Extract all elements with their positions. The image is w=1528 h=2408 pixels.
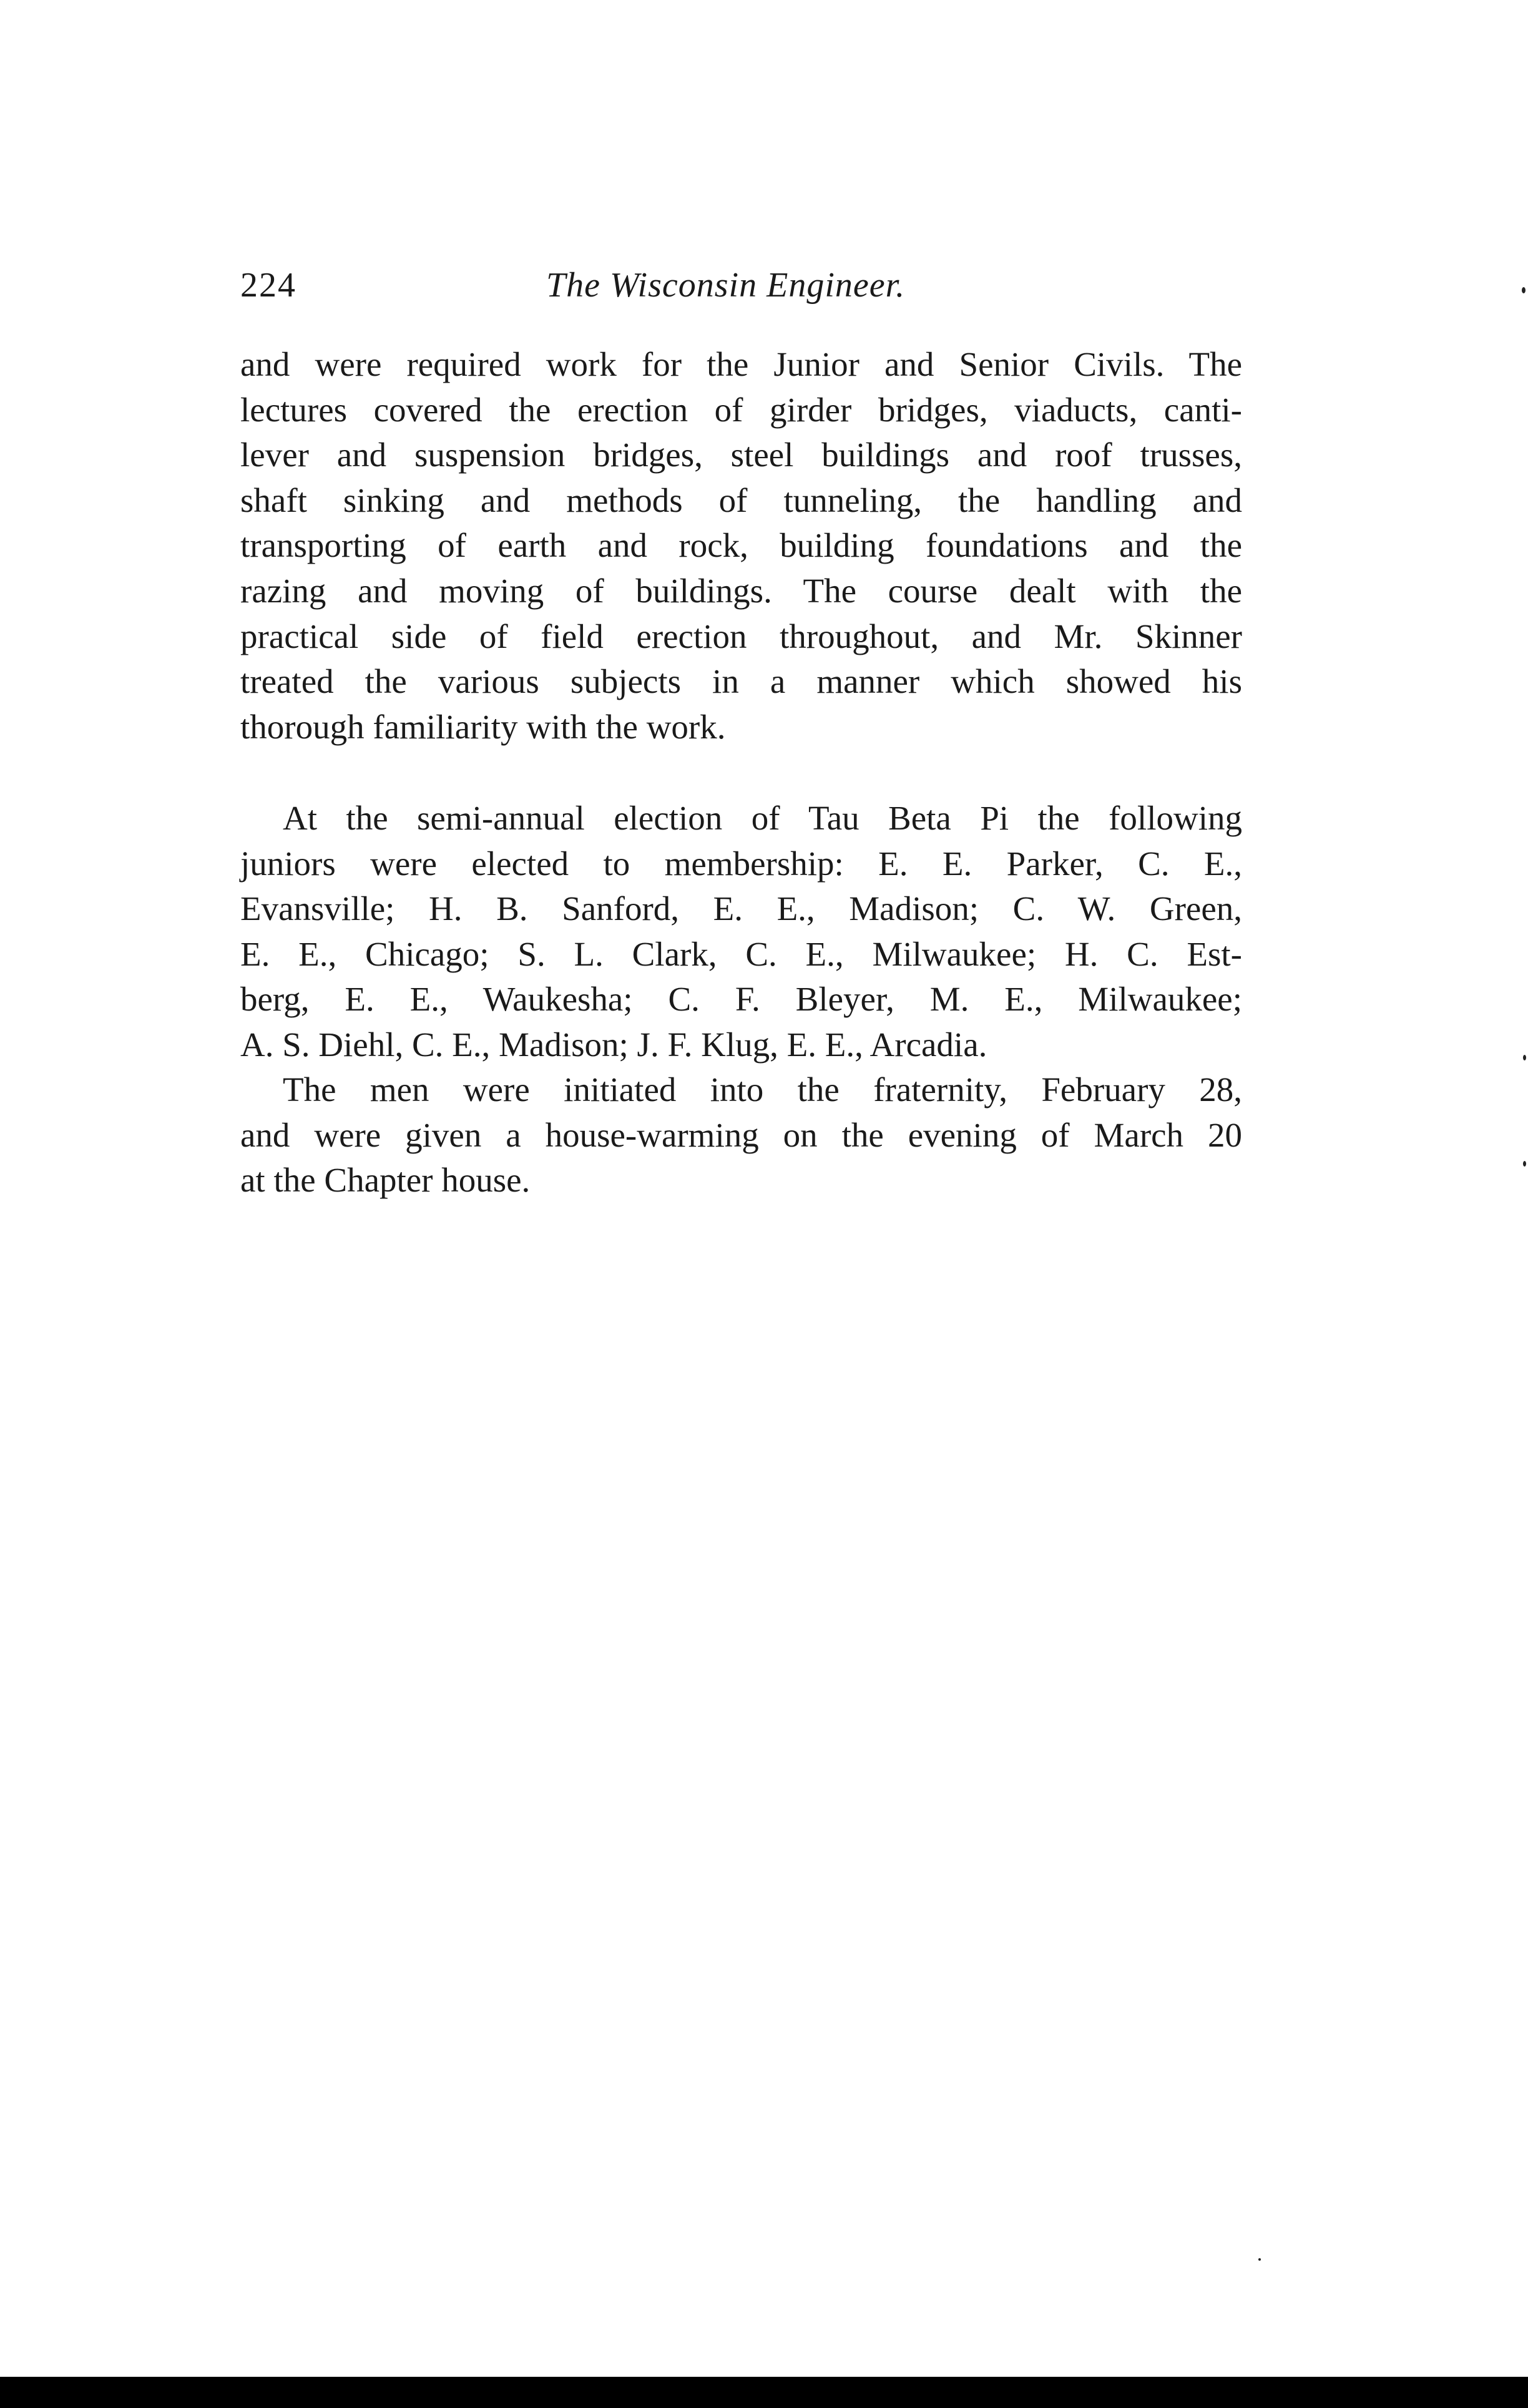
paragraph-initiation (240, 1067, 1242, 1203)
running-title: The Wisconsin Engineer. (546, 266, 906, 305)
paragraph-skinner-lectures (240, 342, 1242, 750)
scan-speck (1258, 2258, 1261, 2261)
text-line: juniors were elected to membership: E. E. Parker, C. E., (240, 844, 1242, 883)
text-line: practical side of field erection throughout, and Mr. Skinner (240, 617, 1242, 655)
text-line: A. S. Diehl, C. E., Madison; J. F. Klug, E. E., Arcadia. (240, 1025, 987, 1064)
scan-bottom-border (0, 2377, 1528, 2408)
text-line: razing and moving of buildings. The course dealt with the (240, 571, 1242, 610)
scan-speck (1523, 1161, 1526, 1167)
text-line: lever and suspension bridges, steel buildings and roof trusses, (240, 436, 1242, 474)
scan-speck (1523, 1055, 1526, 1060)
paragraph-tau-beta-pi-election (240, 796, 1242, 1068)
page-number: 224 (240, 266, 296, 305)
text-line: E. E., Chicago; S. L. Clark, C. E., Milwaukee; H. C. Est- (240, 934, 1242, 973)
text-line: berg, E. E., Waukesha; C. F. Bleyer, M. E., Milwaukee; (240, 980, 1242, 1019)
text-line: treated the various subjects in a manner which showed his (240, 662, 1242, 701)
text-line: thorough familiarity with the work. (240, 707, 726, 746)
text-line: Evansville; H. B. Sanford, E. E., Madison; C. W. Green, (240, 889, 1242, 928)
text-line: and were given a house-warming on the evening of March 20 (240, 1115, 1242, 1154)
text-line: lectures covered the erection of girder bridges, viaducts, canti- (240, 390, 1242, 429)
text-line: The men were initiated into the fraternity, February 28, (283, 1070, 1242, 1109)
text-line: shaft sinking and methods of tunneling, the handling and (240, 481, 1242, 519)
text-line: transporting of earth and rock, building foundations and the (240, 526, 1242, 565)
text-line: and were required work for the Junior and Senior Civils. The (240, 345, 1242, 383)
text-line: at the Chapter house. (240, 1161, 531, 1200)
scan-speck (1522, 287, 1526, 293)
text-line: At the semi-annual election of Tau Beta Pi the following (283, 799, 1242, 837)
